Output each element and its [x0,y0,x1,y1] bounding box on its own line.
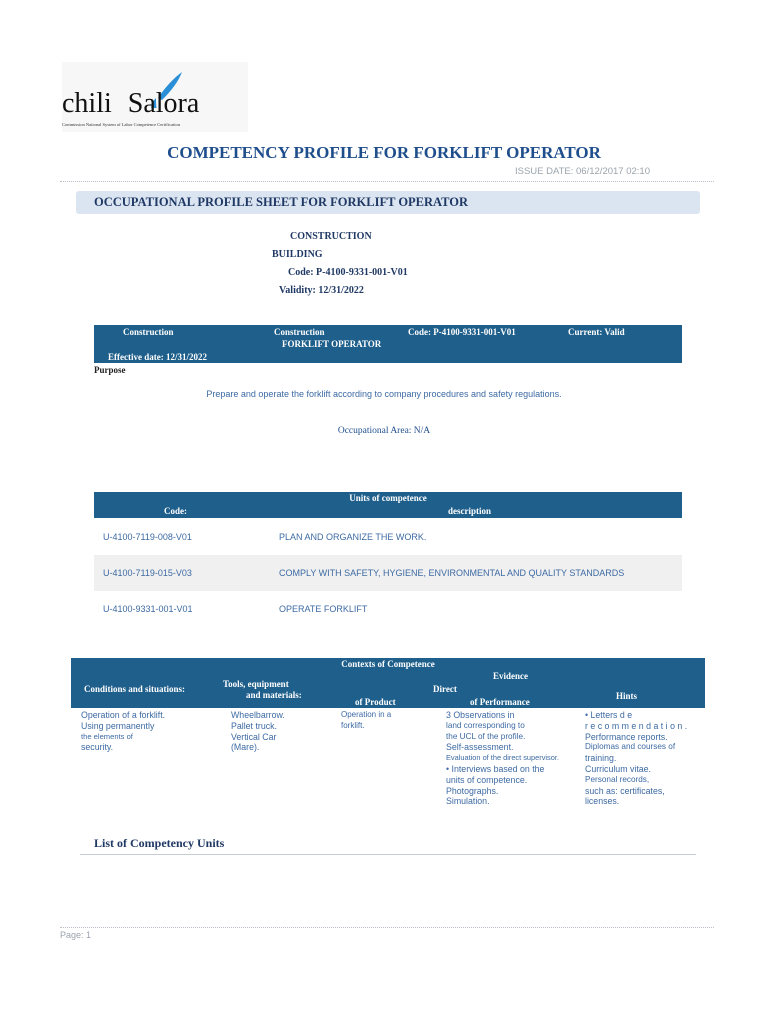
meta-code: Code: P-4100-9331-001-V01 [288,267,408,278]
tools-line: Vertical Car [231,731,277,742]
conditions-line: Operation of a forklift. [81,710,166,720]
contexts-header-bar [71,658,705,708]
hints-line: licenses. [585,796,620,807]
meta-validity: Validity: 12/31/2022 [279,285,364,296]
hints-line: training. [585,753,617,764]
conditions-column [81,710,165,753]
profile-code: Code: P-4100-9331-001-V01 [408,327,516,337]
tools-header-line2: and materials: [246,690,302,700]
tools-line: Wheelbarrow. [231,710,285,720]
product-header: of Product [355,697,396,707]
hints-line: Diplomas and courses of [585,742,676,752]
unit-description: OPERATE FORKLIFT [279,604,368,614]
performance-line: • Interviews based on the [446,763,545,774]
product-line: forklift. [341,720,365,730]
meta-sector: CONSTRUCTION [290,231,372,242]
hints-line: • Letters d e [585,710,633,720]
company-logo [62,62,248,132]
performance-line: Self-assessment. [446,742,514,753]
hints-column [585,710,687,807]
units-title: Units of competence [349,493,427,503]
logo-word-right: Salora [127,88,200,119]
profile-status: Current: Valid [568,327,625,337]
product-line: Operation in a [341,710,392,719]
list-title: List of Competency Units [94,836,225,850]
performance-evidence-column [446,710,559,807]
page-number: Page: 1 [60,930,92,940]
conditions-line: security. [81,742,114,753]
occupational-area [0,426,768,436]
list-divider [80,854,696,855]
profile-header-bar [94,325,682,363]
meta-subsector: BUILDING [272,249,323,260]
logo-word-left: chili [62,88,112,119]
document-title: COMPETENCY PROFILE FOR FORKLIFT OPERATOR [167,143,601,162]
profile-subsector: Construction [274,327,325,337]
conditions-line: Using permanently [81,720,155,731]
profile-effective-date: Effective date: 12/31/2022 [108,352,207,362]
purpose-label: Purpose [94,365,126,375]
tools-line: (Mare). [231,742,260,753]
hints-line: r e c o m m e n d a t i o n . [585,720,688,731]
unit-code: U-4100-9331-001-V01 [103,604,193,614]
performance-line: units of competence. [446,774,528,785]
section-title-bar [76,191,700,214]
conditions-line: the elements of [81,731,133,741]
occupational-area-label: Occupational Area: [337,426,412,436]
unit-description: COMPLY WITH SAFETY, HYGIENE, ENVIRONMENTAL AND QUALITY STANDARDS [279,568,625,578]
performance-line: Simulation. [446,796,490,807]
logo-tagline: Commission National System of Labor Competence Certification [62,122,180,127]
units-code-header: Code: [164,506,187,516]
section-title: OCCUPATIONAL PROFILE SHEET FOR FORKLIFT OPERATOR [94,195,469,209]
performance-line: land corresponding to [446,720,525,730]
performance-line: Evaluation of the direct supervisor. [446,753,559,763]
table-row [94,591,682,627]
direct-header: Direct [433,684,457,694]
hints-line: Performance reports. [585,731,668,742]
units-description-header: description [448,506,492,516]
tools-line: Pallet truck. [231,720,277,731]
profile-sector: Construction [123,327,174,337]
performance-header: of Performance [470,697,530,707]
purpose-text: Prepare and operate the forklift according to company procedures and safety regulations. [206,389,562,399]
footer-divider [60,927,714,928]
performance-line: the UCL of the profile. [446,731,526,741]
logo-wordmark [62,88,199,120]
occupational-area-value: N/A [413,426,431,436]
unit-code: U-4100-7119-008-V01 [103,532,192,542]
profile-title: FORKLIFT OPERATOR [282,339,382,349]
hints-line: Personal records, [585,774,650,784]
table-row [94,519,682,555]
conditions-header: Conditions and situations: [84,684,186,694]
issue-date: ISSUE DATE: 06/12/2017 02:10 [514,166,650,177]
product-evidence-column [341,710,391,732]
evidence-header: Evidence [493,671,528,681]
contexts-title: Contexts of Competence [341,659,435,669]
header-divider [60,181,714,182]
units-header-bar [94,492,682,518]
table-row [94,555,682,591]
unit-code: U-4100-7119-015-V03 [103,568,192,578]
unit-description: PLAN AND ORGANIZE THE WORK. [279,532,427,542]
hints-line: Curriculum vitae. [585,763,651,774]
hints-line: such as: certificates, [585,785,665,796]
performance-line: Photographs. [446,785,499,796]
tools-header-line1: Tools, equipment [223,679,289,689]
performance-line: 3 Observations in [446,710,515,720]
hints-header: Hints [616,691,638,701]
tools-column [231,710,285,753]
